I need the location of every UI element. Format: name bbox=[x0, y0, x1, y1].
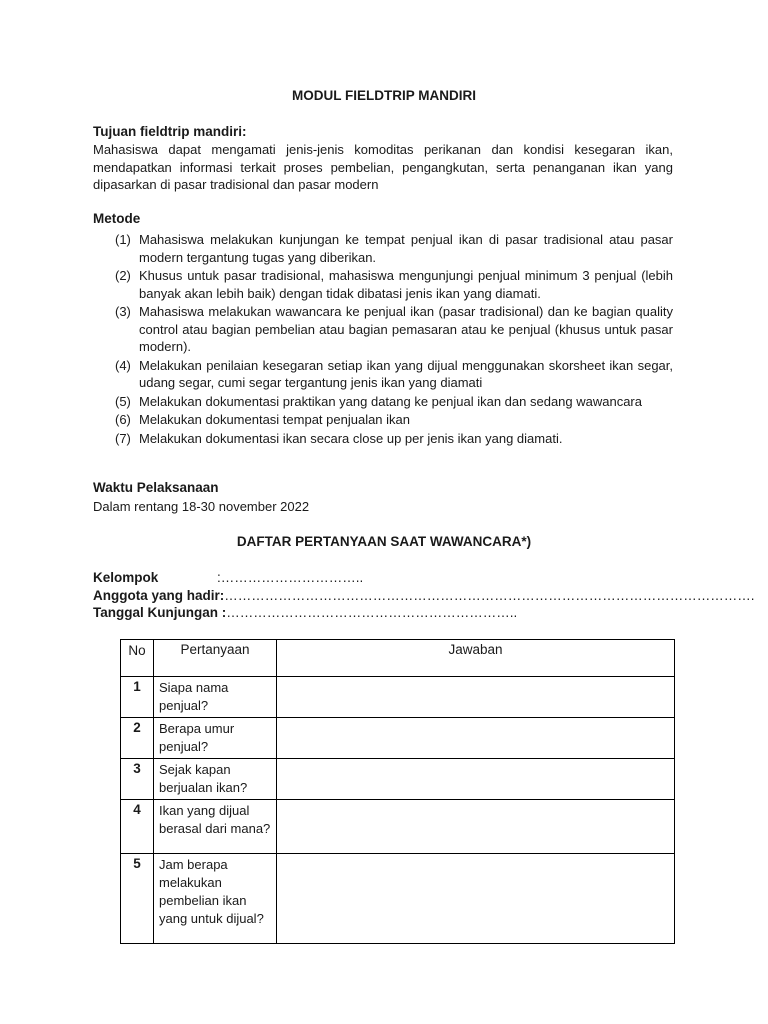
method-item-text: Mahasiswa melakukan kunjungan ke tempat penjual ikan di pasar tradisional atau pasar modern tergantung tugas yang diberikan. bbox=[139, 232, 673, 265]
header-no: No bbox=[121, 640, 154, 677]
method-item-number: (1) bbox=[115, 232, 131, 247]
group-label: Kelompok bbox=[93, 570, 159, 585]
method-item-number: (7) bbox=[115, 430, 131, 446]
method-item-text: Melakukan dokumentasi ikan secara close up per jenis ikan yang diamati. bbox=[139, 430, 563, 446]
table-header-row bbox=[121, 640, 675, 677]
row-question: Berapa umur penjual? bbox=[154, 718, 277, 759]
objective-text: Mahasiswa dapat mengamati jenis-jenis komoditas perikanan dan kondisi kesegaran ikan, mendapatkan informasi terkait proses pembelian, pengangkutan, serta penanganan ikan yang dipasarkan di pasar tradisional dan pasar modern bbox=[93, 142, 673, 192]
group-field bbox=[93, 570, 363, 585]
method-item-number: (4) bbox=[115, 357, 131, 373]
row-answer bbox=[277, 759, 675, 800]
method-item-number: (5) bbox=[115, 393, 131, 409]
method-item bbox=[93, 267, 673, 302]
schedule-heading: Waktu Pelaksanaan bbox=[93, 480, 219, 495]
row-number: 2 bbox=[121, 718, 154, 759]
method-item bbox=[93, 411, 673, 429]
method-item-text: Melakukan penilaian kesegaran setiap ikan yang dijual menggunakan skorsheet ikan segar, udang segar, cumi segar tergantung jenis ikan yang diamati bbox=[139, 357, 673, 390]
row-number: 1 bbox=[121, 677, 154, 718]
table-row bbox=[121, 718, 675, 759]
row-question: Sejak kapan berjualan ikan? bbox=[154, 759, 277, 800]
objective-heading: Tujuan fieldtrip mandiri: bbox=[93, 124, 247, 139]
row-number: 3 bbox=[121, 759, 154, 800]
members-field bbox=[93, 588, 755, 603]
group-fill: :………………………….. bbox=[217, 570, 364, 585]
method-item-text: Melakukan dokumentasi tempat penjualan ikan bbox=[139, 412, 411, 427]
interview-title: DAFTAR PERTANYAAN SAAT WAWANCARA*) bbox=[236, 534, 532, 549]
row-answer bbox=[277, 854, 675, 944]
date-fill: ……………………………………………………….. bbox=[226, 605, 518, 620]
method-item-text: Mahasiswa melakukan wawancara ke penjual ikan (pasar tradisional) dan ke bagian quality control atau bagian pembelian atau bagian pemasaran atau ke penjual (khusus untuk pasar modern). bbox=[139, 304, 673, 354]
row-answer bbox=[277, 800, 675, 854]
members-fill: ………………………………………………………………………………………………………. bbox=[224, 588, 755, 603]
members-label: Anggota yang hadir: bbox=[93, 588, 225, 603]
method-item bbox=[93, 303, 673, 356]
table-row bbox=[121, 854, 675, 944]
method-heading: Metode bbox=[93, 211, 141, 226]
method-item-number: (6) bbox=[115, 412, 131, 427]
row-question: Ikan yang dijual berasal dari mana? bbox=[154, 800, 277, 854]
document-title: MODUL FIELDTRIP MANDIRI bbox=[292, 88, 476, 103]
row-question: Siapa nama penjual? bbox=[154, 677, 277, 718]
method-item bbox=[93, 357, 673, 392]
row-answer bbox=[277, 718, 675, 759]
method-item-text: Melakukan dokumentasi praktikan yang datang ke penjual ikan dan sedang wawancara bbox=[139, 393, 642, 409]
table-row bbox=[121, 759, 675, 800]
row-answer bbox=[277, 677, 675, 718]
table-row bbox=[121, 800, 675, 854]
schedule-text: Dalam rentang 18-30 november 2022 bbox=[93, 499, 310, 514]
header-answer: Jawaban bbox=[277, 640, 675, 677]
method-item bbox=[93, 430, 673, 448]
date-field bbox=[93, 605, 517, 620]
row-number: 4 bbox=[121, 800, 154, 854]
date-label: Tanggal Kunjungan : bbox=[93, 605, 227, 620]
method-item-text: Khusus untuk pasar tradisional, mahasiswa mengunjungi penjual minimum 3 penjual (lebih banyak akan lebih baik) dengan tidak dibatasi jenis ikan yang diamati. bbox=[139, 268, 673, 301]
table-row bbox=[121, 677, 675, 718]
question-table bbox=[120, 639, 675, 944]
method-list bbox=[93, 231, 673, 448]
method-item-number: (2) bbox=[115, 268, 131, 283]
header-question: Pertanyaan bbox=[154, 640, 277, 677]
method-item-number: (3) bbox=[115, 304, 131, 319]
method-item bbox=[93, 231, 673, 266]
method-item bbox=[93, 393, 673, 411]
row-number: 5 bbox=[121, 854, 154, 944]
row-question: Jam berapa melakukan pembelian ikan yang untuk dijual? bbox=[154, 854, 277, 944]
